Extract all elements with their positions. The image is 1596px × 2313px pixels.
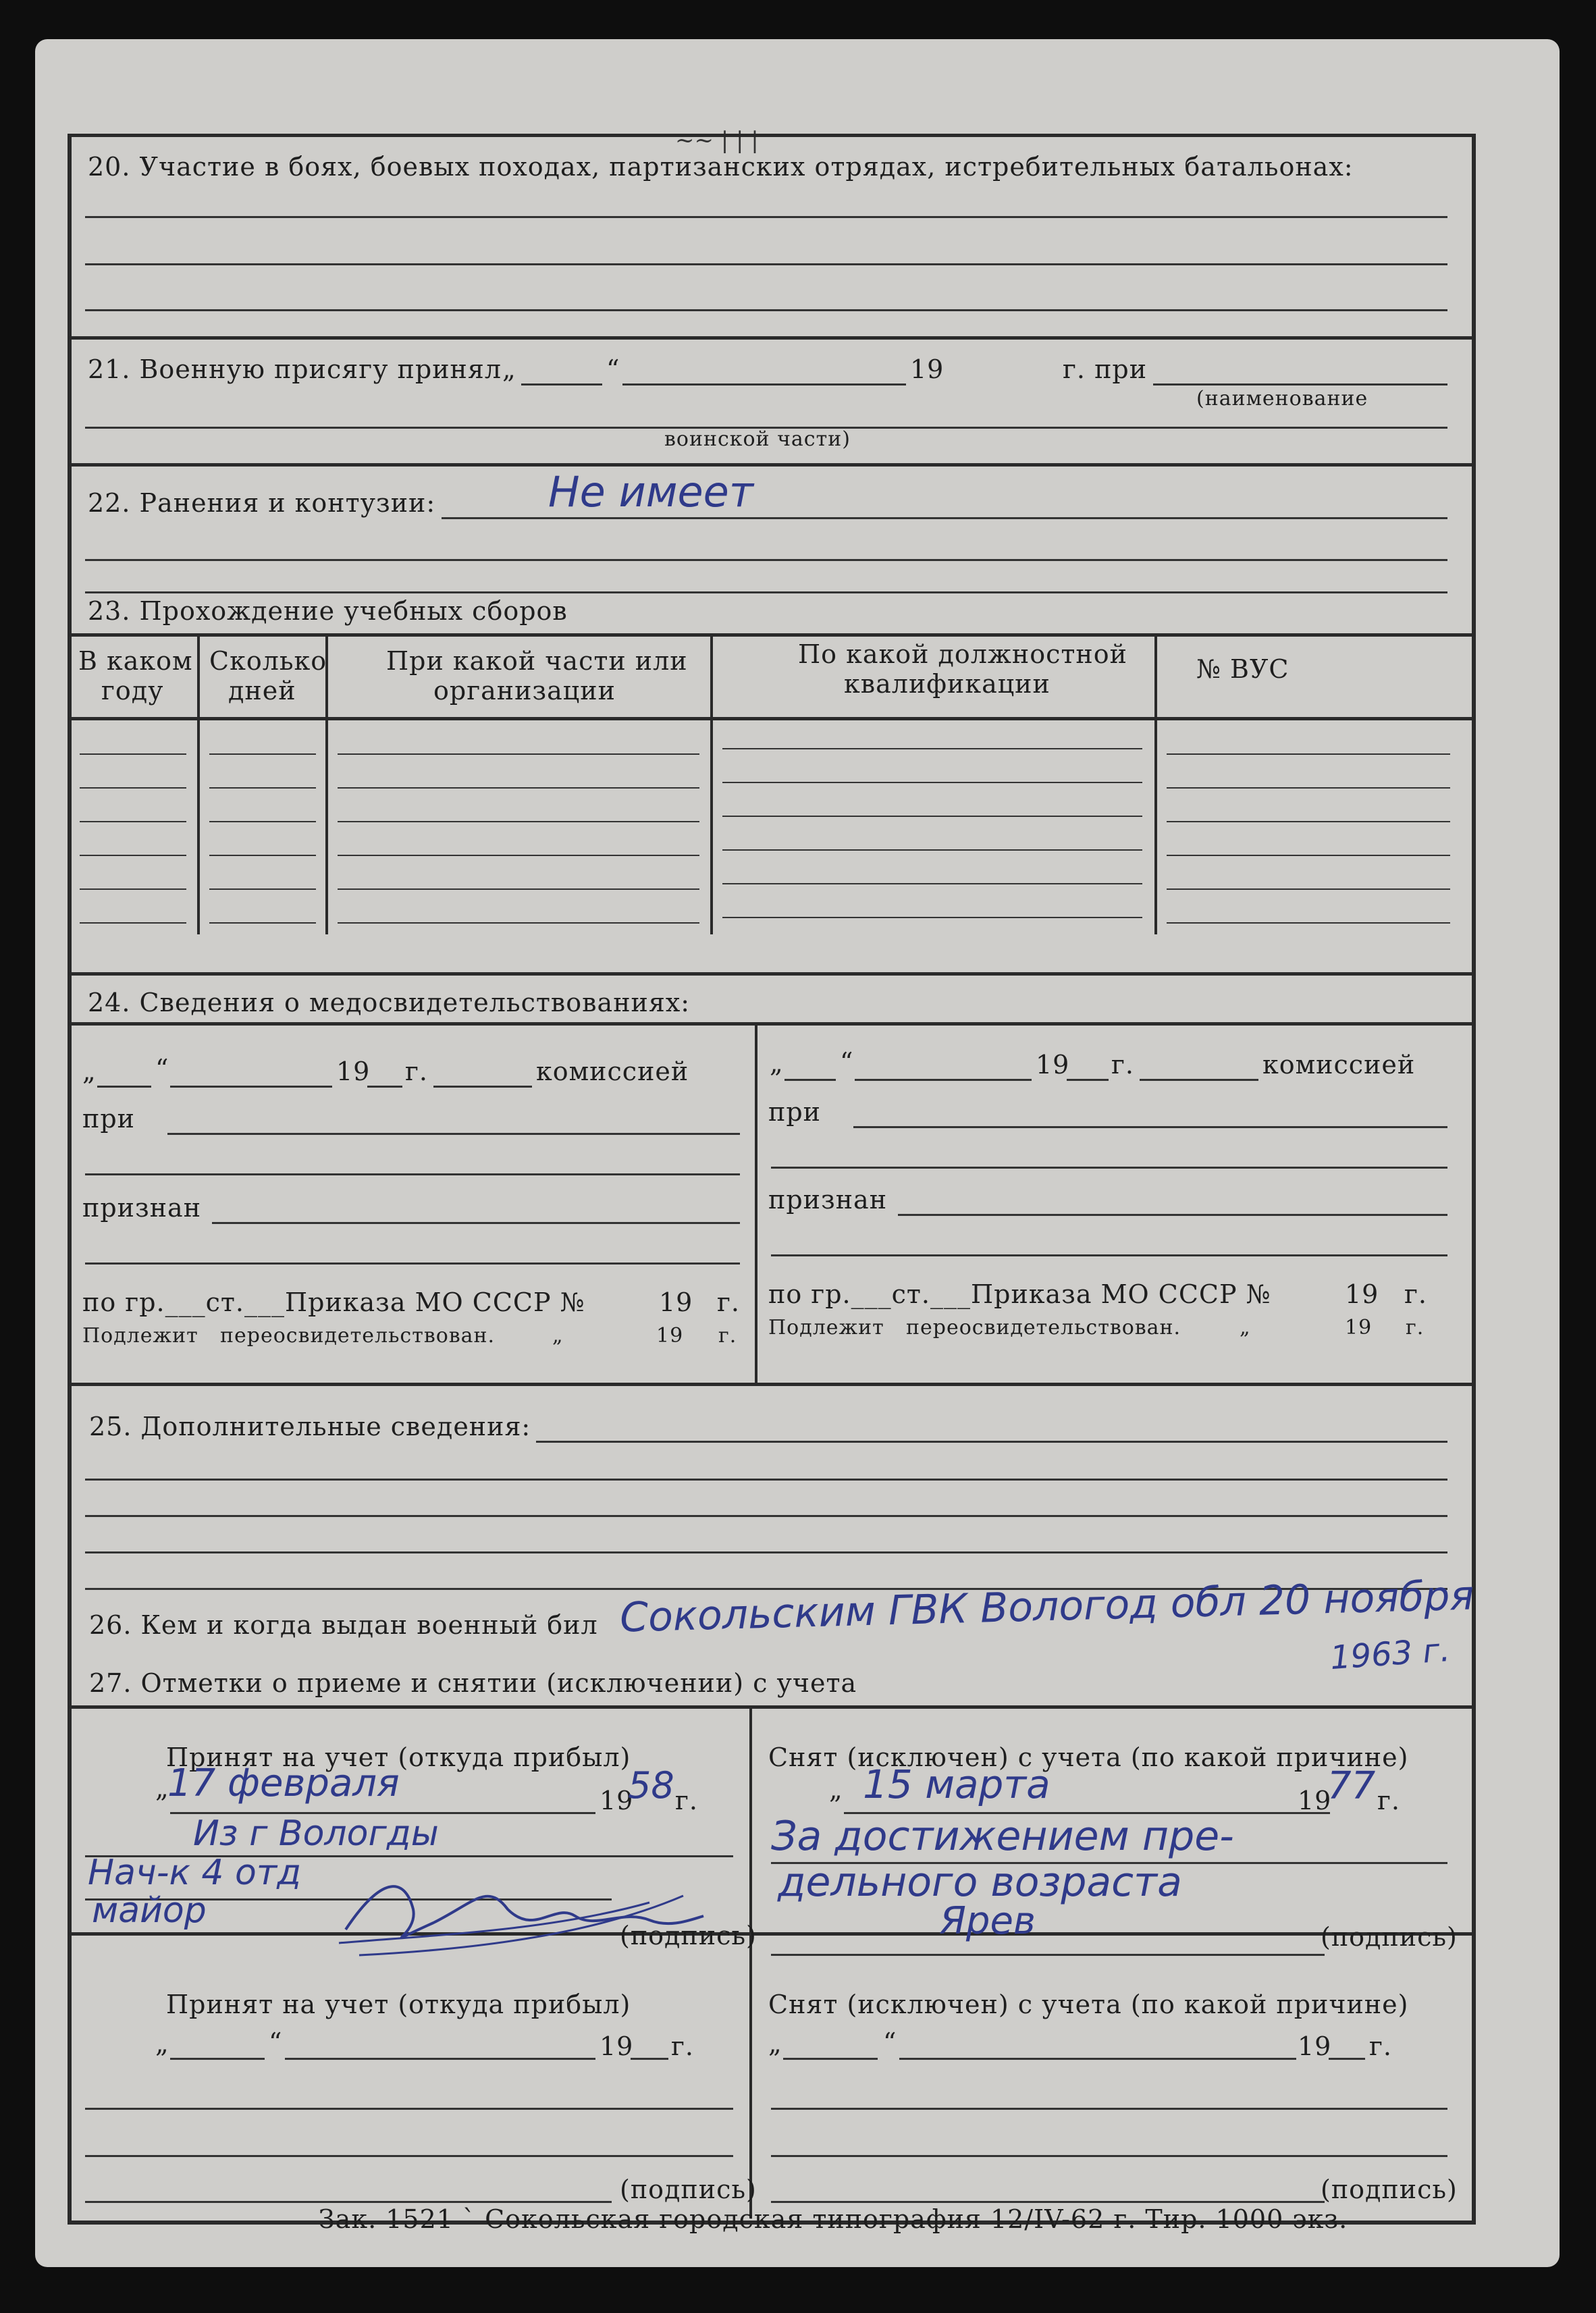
s24-left-q2: “ bbox=[155, 1054, 169, 1084]
s24-right-order-g: г. bbox=[1404, 1279, 1427, 1309]
s23-row-line bbox=[1167, 753, 1450, 755]
s24-left-day-blank bbox=[97, 1086, 151, 1088]
s27-accept-sig-2: майор bbox=[92, 1890, 207, 1931]
s24-top-rule bbox=[68, 1022, 1472, 1026]
s21-note-1: (наименование bbox=[1196, 387, 1368, 410]
s23-row-line bbox=[722, 816, 1142, 817]
s21-year: 19 bbox=[910, 354, 945, 384]
s21-unit-blank bbox=[1153, 383, 1447, 386]
s27-accept-sig-1: Нач-к 4 отд bbox=[88, 1853, 302, 1893]
s27-remove2-line-4 bbox=[771, 2201, 1325, 2203]
s23-row-line bbox=[1167, 922, 1450, 924]
s24-right-resurvey-year: 19 bbox=[1345, 1316, 1373, 1339]
footer-print-info: Зак. 1521 ` Сокольская городская типография 12/IV-62 г. Тир. 1000 экз. bbox=[319, 2204, 1348, 2234]
s21-label: 21. Военную присягу принял bbox=[88, 354, 502, 384]
s27-remove2-month-blank bbox=[899, 2058, 1296, 2060]
s24-center-divider bbox=[755, 1022, 757, 1383]
s25-label: 25. Дополнительные сведения: bbox=[89, 1412, 531, 1441]
s24-left-commission-blank bbox=[433, 1086, 532, 1088]
s23-header-qual-b: квалификации bbox=[844, 669, 1050, 699]
s27-accept-head: Принят на учет (откуда прибыл) bbox=[166, 1743, 631, 1772]
s27-remove2-q1: „ bbox=[768, 2029, 782, 2058]
s23-row-line bbox=[1167, 787, 1450, 789]
s22-handwritten-value: Не имеет bbox=[548, 467, 753, 516]
s23-row-line bbox=[80, 821, 186, 822]
s24-right-commission: комиссией bbox=[1262, 1050, 1416, 1080]
s24-right-pri-blank bbox=[853, 1126, 1447, 1128]
s24-right-pri-blank-2 bbox=[771, 1167, 1447, 1169]
s24-left-year-blank bbox=[367, 1086, 402, 1088]
s23-header-days-a: Сколько bbox=[209, 646, 327, 676]
s24-left-year-g: г. bbox=[405, 1057, 428, 1086]
s21-year-suffix: г. при bbox=[1063, 354, 1148, 384]
s23-row-line bbox=[722, 883, 1142, 884]
s23-header-qual-a: По какой должностной bbox=[798, 639, 1127, 669]
s27-remove-q: „ bbox=[829, 1775, 843, 1805]
s23-row-line bbox=[722, 917, 1142, 918]
s24-right-resurvey-q: „ bbox=[1240, 1316, 1251, 1339]
s21-note-2: воинской части) bbox=[664, 427, 851, 451]
s25-line-4 bbox=[85, 1551, 1447, 1553]
s23-col-divider-4 bbox=[1154, 633, 1157, 934]
s23-row-line bbox=[209, 753, 316, 755]
s24-left-q1: „ bbox=[82, 1057, 97, 1086]
s27-remove2-q2: “ bbox=[883, 2027, 897, 2057]
s24-right-year-g: г. bbox=[1111, 1050, 1134, 1080]
s24-right-resurvey: Подлежит bbox=[768, 1316, 884, 1339]
s20-divider bbox=[68, 336, 1472, 340]
s27-accept2-year: 19 bbox=[600, 2031, 634, 2061]
s24-label: 24. Сведения о медосвидетельствованиях: bbox=[88, 988, 691, 1017]
s27-remove2-line-3 bbox=[771, 2155, 1447, 2157]
s23-row-line bbox=[80, 855, 186, 856]
s23-header-rule bbox=[68, 717, 1472, 720]
s24-left-resurvey-q: „ bbox=[552, 1324, 564, 1348]
s24-right-q2: “ bbox=[840, 1047, 854, 1077]
s27-remove2-day-blank bbox=[783, 2058, 878, 2060]
s27-remove2-podpis: (подпись) bbox=[1321, 2175, 1458, 2204]
s21-quote-close: “ bbox=[606, 354, 620, 384]
s23-header-days-b: дней bbox=[228, 676, 296, 706]
s25-line-3 bbox=[85, 1515, 1447, 1517]
s27-remove-line-3 bbox=[771, 1954, 1325, 1956]
s27-remove2-year-blank bbox=[1329, 2058, 1365, 2060]
s22-blank bbox=[442, 517, 1447, 519]
s23-row-line bbox=[338, 821, 699, 822]
s24-left-pri: при bbox=[82, 1104, 135, 1134]
s20-line-1 bbox=[85, 216, 1447, 218]
s27-accept2-line-3 bbox=[85, 2155, 733, 2157]
s21-day-blank bbox=[521, 383, 602, 386]
s26-handwritten-value: Сокольским ГВК Вологод обл 20 ноября bbox=[619, 1572, 1475, 1642]
document-page bbox=[35, 39, 1560, 2267]
s27-accept-head-2: Принят на учет (откуда прибыл) bbox=[166, 1990, 631, 2019]
s24-left-priznan: признан bbox=[82, 1193, 202, 1223]
s23-row-line bbox=[338, 855, 699, 856]
s27-remove-year-prefix: 19 bbox=[1298, 1786, 1332, 1815]
s22-line-3 bbox=[85, 591, 1447, 593]
s27-middle-rule bbox=[68, 1932, 1472, 1936]
s23-header-unit-b: организации bbox=[433, 676, 616, 706]
s23-row-line bbox=[1167, 855, 1450, 856]
s24-left-resurvey: Подлежит bbox=[82, 1324, 198, 1348]
s24-left-year: 19 bbox=[336, 1057, 371, 1086]
s24-left-resurvey-g: г. bbox=[718, 1324, 737, 1348]
s26-handwritten-year: 1963 г. bbox=[1329, 1630, 1452, 1678]
s24-left-resurvey-year: 19 bbox=[656, 1324, 684, 1348]
s24-right-priznan: признан bbox=[768, 1185, 888, 1215]
s23-row-line bbox=[338, 787, 699, 789]
s27-accept2-q2: “ bbox=[269, 2027, 283, 2057]
s24-bottom-rule bbox=[68, 1383, 1472, 1386]
s24-right-order: по гр.___ст.___Приказа МО СССР № bbox=[768, 1279, 1271, 1309]
s23-row-line bbox=[209, 922, 316, 924]
s23-row-line bbox=[80, 787, 186, 789]
s24-left-pri-blank bbox=[167, 1133, 740, 1135]
s23-header-year-a: В каком bbox=[78, 646, 193, 676]
s23-row-line bbox=[80, 753, 186, 755]
s23-row-line bbox=[209, 821, 316, 822]
s27-remove2-year: 19 bbox=[1298, 2031, 1332, 2061]
s23-header-vus: № ВУС bbox=[1196, 654, 1289, 684]
s27-accept2-month-blank bbox=[285, 2058, 595, 2060]
s27-accept2-q1: „ bbox=[155, 2029, 169, 2058]
s27-remove-reason-1: За достижением пре- bbox=[771, 1813, 1234, 1860]
s22-line-2 bbox=[85, 559, 1447, 561]
s21-month-blank bbox=[622, 383, 906, 386]
s27-accept-year-g: г. bbox=[675, 1786, 698, 1815]
s27-accept-date: 17 февраля bbox=[167, 1761, 400, 1805]
s23-row-line bbox=[209, 888, 316, 890]
s27-remove-reason-2: дельного возраста bbox=[778, 1859, 1182, 1906]
s20-label: 20. Участие в боях, боевых походах, партизанских отрядах, истребительных батальонах: bbox=[88, 152, 1354, 182]
s23-bottom-rule bbox=[68, 972, 1472, 976]
s21-divider bbox=[68, 463, 1472, 467]
s27-accept2-line-2 bbox=[85, 2108, 733, 2110]
s23-row-line bbox=[722, 782, 1142, 783]
s27-center-divider bbox=[749, 1705, 752, 2218]
s23-top-rule bbox=[68, 633, 1472, 637]
s23-row-line bbox=[722, 849, 1142, 851]
s24-left-commission: комиссией bbox=[536, 1057, 689, 1086]
s27-remove-date: 15 марта bbox=[863, 1761, 1050, 1807]
s24-right-year: 19 bbox=[1036, 1050, 1070, 1080]
s24-right-resurvey-g: г. bbox=[1406, 1316, 1425, 1339]
s27-accept2-g: г. bbox=[671, 2031, 694, 2061]
s24-left-order-g: г. bbox=[717, 1287, 740, 1317]
s27-label: 27. Отметки о приеме и снятии (исключении) с учета bbox=[89, 1668, 857, 1698]
s27-accept2-year-blank bbox=[631, 2058, 668, 2060]
s24-right-order-year: 19 bbox=[1345, 1279, 1379, 1309]
s20-line-3 bbox=[85, 309, 1447, 311]
s23-row-line bbox=[209, 855, 316, 856]
s27-accept-from: Из г Вологды bbox=[193, 1813, 439, 1854]
s27-remove2-g: г. bbox=[1369, 2031, 1392, 2061]
s23-row-line bbox=[338, 922, 699, 924]
s26-label: 26. Кем и когда выдан военный бил bbox=[89, 1610, 598, 1640]
s27-accept2-day-blank bbox=[170, 2058, 265, 2060]
s23-row-line bbox=[338, 753, 699, 755]
s23-row-line bbox=[80, 922, 186, 924]
s24-right-commission-blank bbox=[1140, 1079, 1258, 1081]
s27-accept-year-prefix: 19 bbox=[600, 1786, 634, 1815]
s23-label: 23. Прохождение учебных сборов bbox=[88, 596, 568, 626]
s27-remove-sig: Ярев bbox=[940, 1899, 1036, 1943]
s24-right-priznan-blank-2 bbox=[771, 1254, 1447, 1256]
s24-left-pri-blank-2 bbox=[85, 1173, 740, 1175]
s27-remove-head-2: Снят (исключен) с учета (по какой причине) bbox=[768, 1990, 1409, 2019]
s27-remove2-line-2 bbox=[771, 2108, 1447, 2110]
s24-right-priznan-blank bbox=[898, 1214, 1447, 1216]
s22-label: 22. Ранения и контузии: bbox=[88, 488, 436, 518]
s27-accept-q: „ bbox=[155, 1774, 169, 1803]
top-stamp-mark: ~~ | | | bbox=[675, 127, 759, 154]
s27-remove-year-g: г. bbox=[1377, 1786, 1400, 1815]
s23-row-line bbox=[209, 787, 316, 789]
s23-col-divider-2 bbox=[325, 633, 328, 934]
s24-left-month-blank bbox=[170, 1086, 332, 1088]
s24-left-order-year: 19 bbox=[659, 1287, 693, 1317]
s23-col-divider-1 bbox=[197, 633, 200, 934]
s27-accept2-podpis: (подпись) bbox=[620, 2175, 757, 2204]
s24-left-resurvey-2: переосвидетельствован. bbox=[220, 1324, 496, 1348]
s23-header-year-b: году bbox=[101, 676, 164, 706]
s24-right-month-blank bbox=[855, 1079, 1032, 1081]
s27-accept-year: 58 bbox=[628, 1764, 674, 1807]
s27-accept2-line-4 bbox=[85, 2201, 612, 2203]
s23-row-line bbox=[338, 888, 699, 890]
s23-row-line bbox=[722, 748, 1142, 749]
s23-header-unit-a: При какой части или bbox=[386, 646, 688, 676]
s20-line-2 bbox=[85, 263, 1447, 265]
s27-accept-podpis: (подпись) bbox=[620, 1921, 757, 1950]
s27-remove-head: Снят (исключен) с учета (по какой причине) bbox=[768, 1743, 1409, 1772]
s27-remove-year: 77 bbox=[1327, 1764, 1376, 1808]
s25-blank bbox=[536, 1441, 1447, 1443]
s25-line-2 bbox=[85, 1479, 1447, 1481]
s24-left-priznan-blank-2 bbox=[85, 1262, 740, 1265]
s23-row-line bbox=[1167, 888, 1450, 890]
s24-left-order: по гр.___ст.___Приказа МО СССР № bbox=[82, 1287, 585, 1317]
s24-right-q1: „ bbox=[770, 1048, 784, 1078]
s24-left-priznan-blank bbox=[212, 1222, 740, 1224]
s21-quote-open: „ bbox=[502, 354, 516, 384]
s24-right-day-blank bbox=[784, 1079, 836, 1081]
s24-right-pri: при bbox=[768, 1097, 821, 1127]
s23-col-divider-3 bbox=[710, 633, 713, 934]
s24-right-year-blank bbox=[1067, 1079, 1109, 1081]
s23-row-line bbox=[1167, 821, 1450, 822]
s27-remove-podpis: (подпись) bbox=[1321, 1922, 1458, 1952]
s27-top-rule bbox=[68, 1705, 1472, 1709]
s23-row-line bbox=[80, 888, 186, 890]
s24-right-resurvey-2: переосвидетельствован. bbox=[906, 1316, 1181, 1339]
